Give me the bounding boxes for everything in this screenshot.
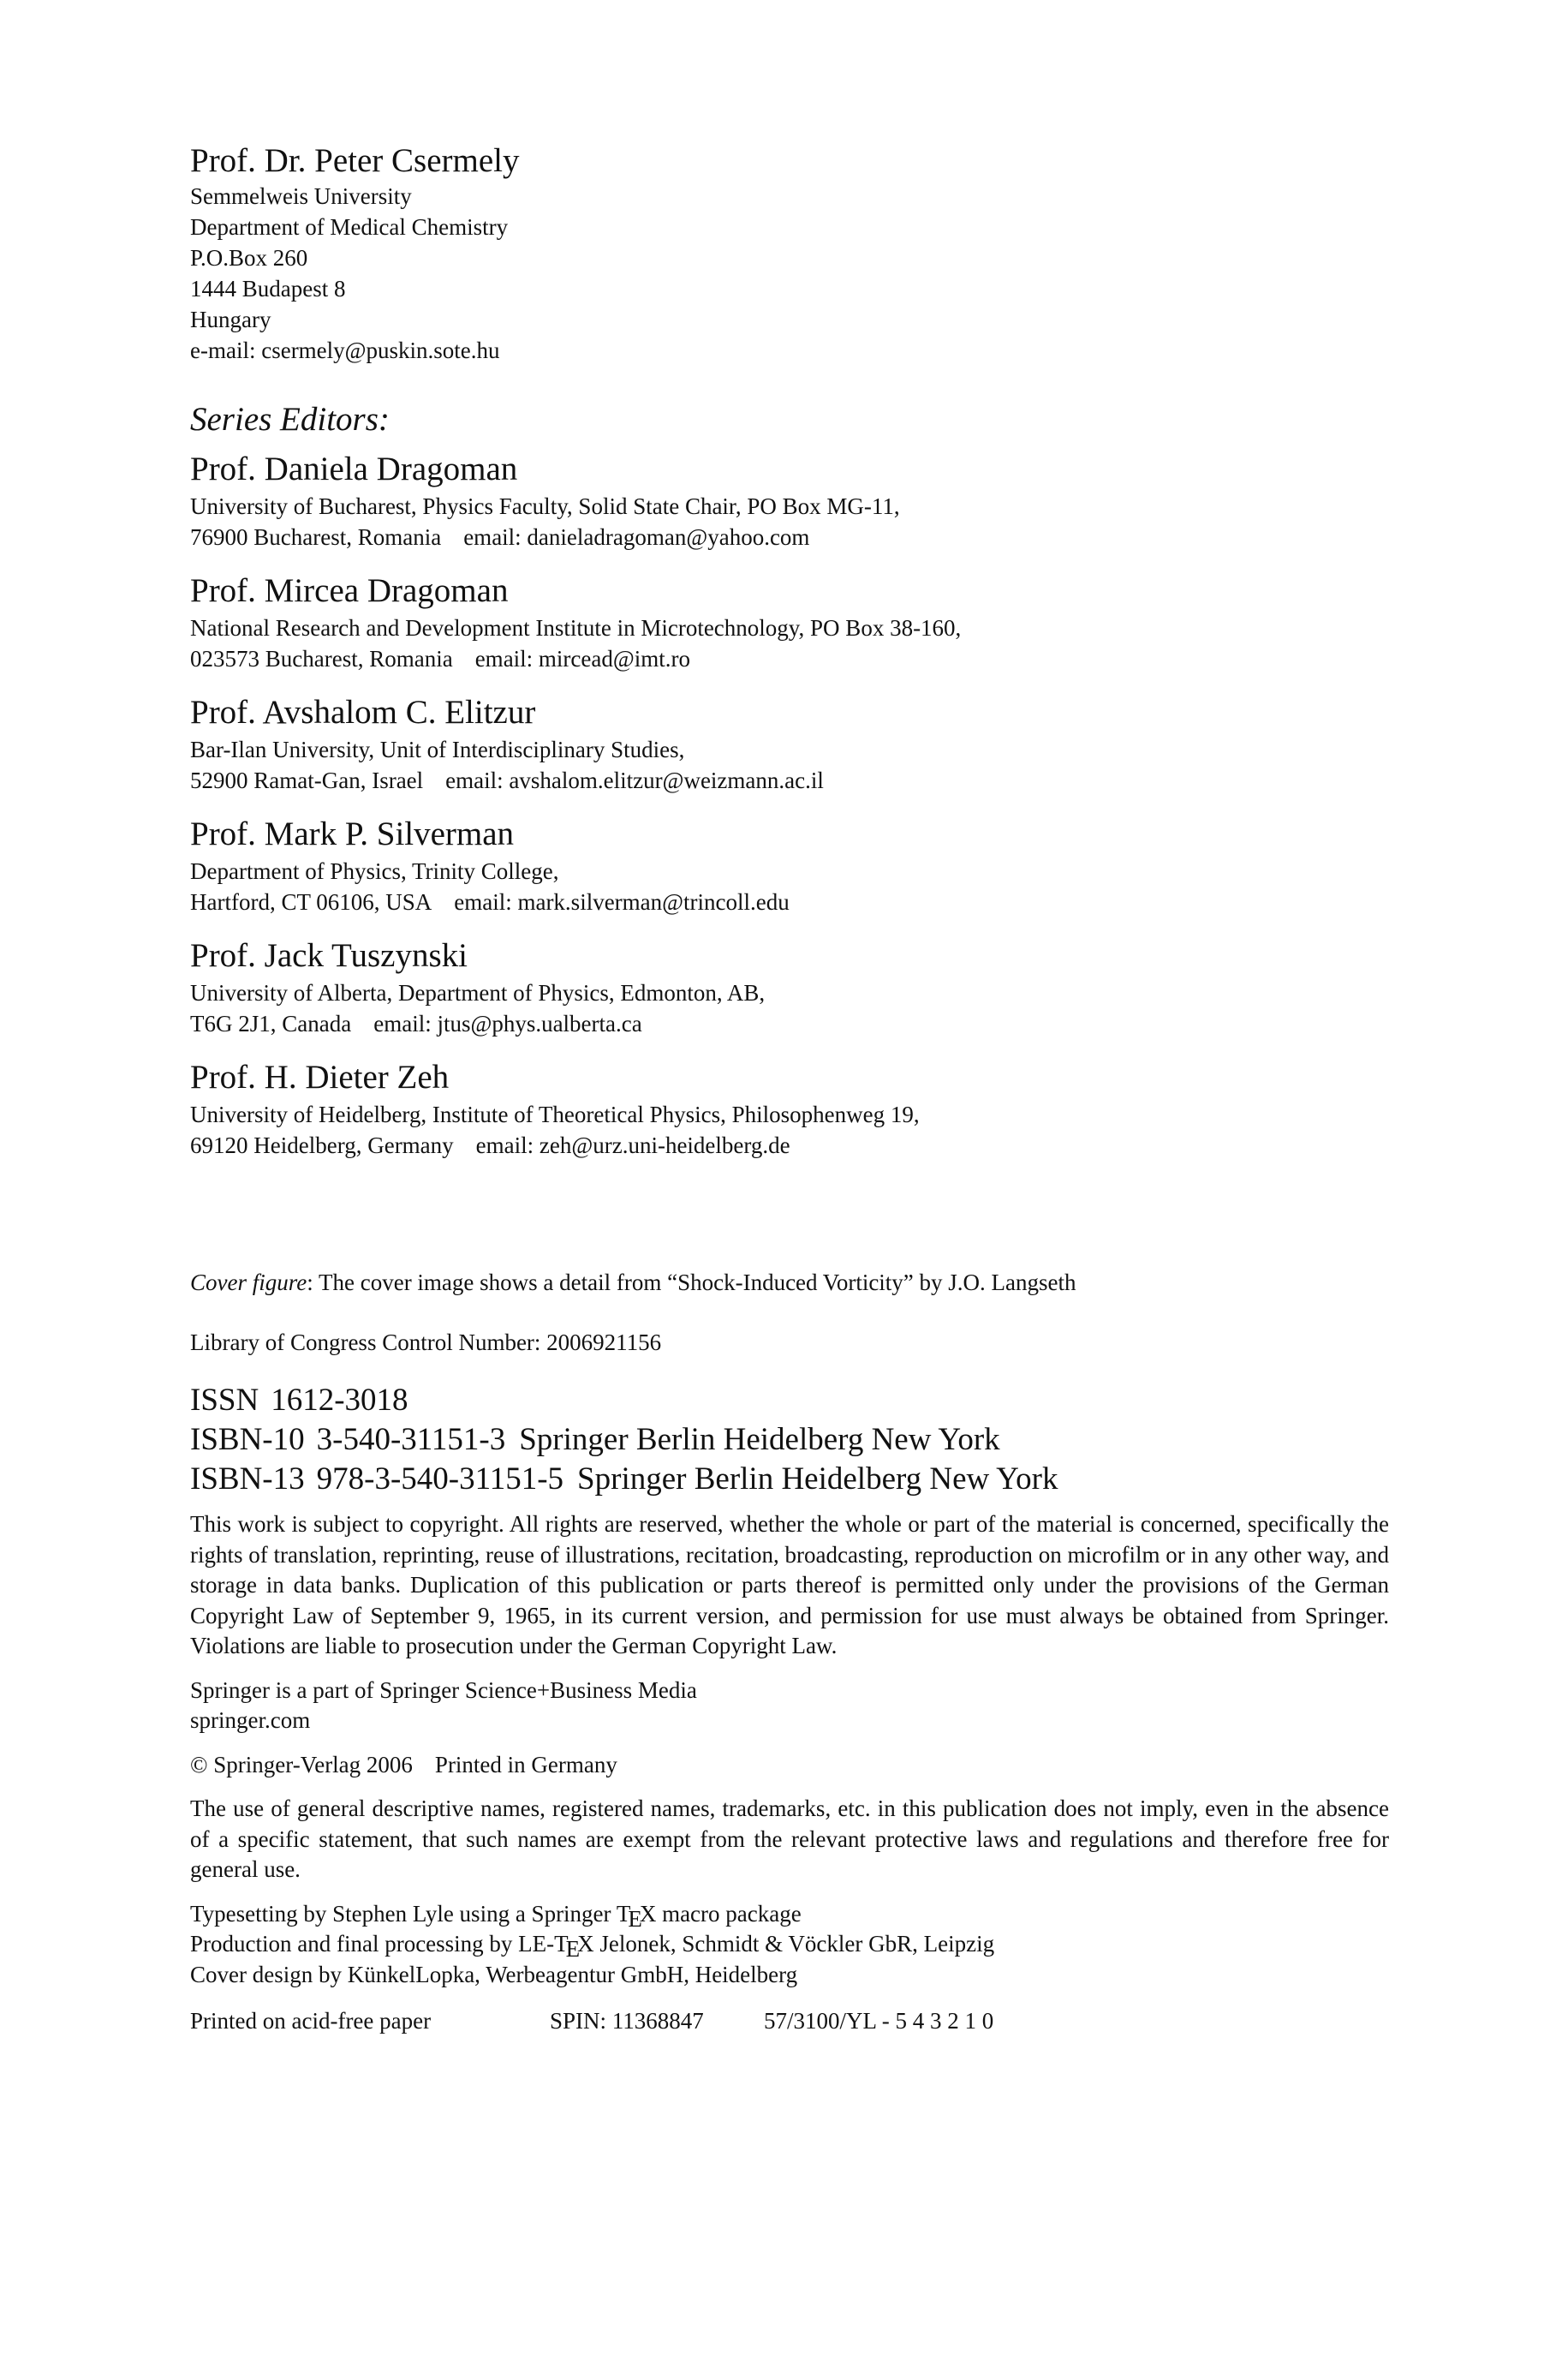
author-line: 1444 Budapest 8	[190, 276, 346, 302]
isbn13-label: ISBN-13	[190, 1461, 305, 1497]
editor-entry	[190, 570, 1389, 674]
editor-affiliation: Department of Physics, Trinity College,	[190, 858, 559, 884]
author-line: Department of Medical Chemistry	[190, 214, 509, 240]
editor-place: 52900 Ramat-Gan, Israel	[190, 768, 424, 793]
tex-logo-t: T	[616, 1900, 631, 1927]
tex-logo-e: E	[565, 1936, 581, 1962]
typesetting-text: Typesetting by Stephen Lyle using a Springer	[190, 1900, 611, 1927]
isbn10-number: 3-540-31151-3	[316, 1422, 506, 1457]
cover-figure-note	[190, 1267, 1389, 1298]
isbn10-line	[190, 1420, 1389, 1460]
author-line: P.O.Box 260	[190, 245, 308, 271]
editor-entry	[190, 1056, 1389, 1161]
springer-block	[190, 1676, 1389, 1736]
production-block	[190, 1899, 1389, 1991]
author-name: Prof. Dr. Peter Csermely	[190, 142, 520, 179]
copyright-year: © Springer-Verlag 2006	[190, 1751, 413, 1778]
isbn13-line	[190, 1460, 1389, 1499]
production-line	[190, 1929, 1389, 1960]
editor-entry	[190, 813, 1389, 917]
editor-email: email: jtus@phys.ualberta.ca	[373, 1011, 642, 1037]
springer-line: Springer is a part of Springer Science+Business Media	[190, 1676, 697, 1703]
publisher-cities: Springer Berlin Heidelberg New York	[519, 1422, 1000, 1457]
editor-name: Prof. Jack Tuszynski	[190, 937, 468, 974]
spin-number: SPIN: 11368847	[550, 2008, 704, 2034]
editor-name: Prof. Avshalom C. Elitzur	[190, 694, 536, 731]
production-text: Production and final processing by LE-	[190, 1931, 555, 1957]
editor-affiliation: University of Alberta, Department of Physics, Edmonton, AB,	[190, 980, 766, 1006]
isbn10-label: ISBN-10	[190, 1422, 305, 1457]
editor-name: Prof. Mark P. Silverman	[190, 816, 515, 852]
editor-email: email: zeh@urz.uni-heidelberg.de	[475, 1132, 790, 1158]
editor-email: email: avshalom.elitzur@weizmann.ac.il	[445, 768, 824, 793]
isbn13-number: 978-3-540-31151-5	[316, 1461, 564, 1497]
editor-affiliation: University of Bucharest, Physics Faculty, Solid State Chair, PO Box MG-11,	[190, 493, 900, 519]
issn-line	[190, 1381, 1389, 1420]
typesetting-suffix: macro package	[662, 1900, 802, 1927]
editor-entry	[190, 448, 1389, 553]
editor-email: email: mark.silverman@trincoll.edu	[454, 889, 790, 915]
author-line: Hungary	[190, 307, 271, 332]
editor-name: Prof. Mircea Dragoman	[190, 572, 509, 609]
author-line: Semmelweis University	[190, 183, 412, 209]
author-block	[190, 141, 1389, 366]
copyright-page	[190, 141, 1389, 2036]
editor-place: 023573 Bucharest, Romania	[190, 646, 453, 672]
cover-figure-label: Cover figure	[190, 1270, 307, 1295]
lccn: Library of Congress Control Number: 2006921156	[190, 1329, 662, 1355]
paper-note: Printed on acid-free paper	[190, 2008, 432, 2034]
editor-place: Hartford, CT 06106, USA	[190, 889, 432, 915]
editor-affiliation: Bar-Ilan University, Unit of Interdisciplinary Studies,	[190, 737, 685, 762]
copyright-line	[190, 1750, 1389, 1781]
typesetting-line	[190, 1899, 1389, 1930]
editor-affiliation: National Research and Development Institute in Microtechnology, PO Box 38-160,	[190, 615, 962, 641]
print-info-row	[190, 2005, 1389, 2036]
author-address	[190, 181, 1389, 366]
tex-logo-x: X	[577, 1931, 594, 1957]
editor-place: T6G 2J1, Canada	[190, 1011, 352, 1037]
editor-email: email: danieladragoman@yahoo.com	[463, 524, 810, 550]
issn-number: 1612-3018	[271, 1383, 408, 1418]
tex-logo-t: T	[554, 1931, 569, 1957]
identifiers	[190, 1381, 1389, 1499]
editor-name: Prof. Daniela Dragoman	[190, 451, 518, 487]
editor-place: 76900 Bucharest, Romania	[190, 524, 442, 550]
tex-logo-x: X	[639, 1900, 657, 1927]
tex-logo	[616, 1900, 657, 1932]
cover-figure-text: : The cover image shows a detail from “Shock-Induced Vorticity” by J.O. Langseth	[307, 1270, 1076, 1295]
series-editors-heading: Series Editors:	[190, 401, 390, 438]
editor-email: email: mircead@imt.ro	[474, 646, 690, 672]
editor-affiliation: University of Heidelberg, Institute of Theoretical Physics, Philosophenweg 19,	[190, 1102, 920, 1127]
publisher-cities: Springer Berlin Heidelberg New York	[577, 1461, 1058, 1497]
springer-website: springer.com	[190, 1707, 311, 1733]
editor-entry	[190, 691, 1389, 796]
tex-logo-e: E	[628, 1905, 642, 1932]
printed-in: Printed in Germany	[434, 1751, 617, 1778]
editor-place: 69120 Heidelberg, Germany	[190, 1132, 454, 1158]
editor-list	[190, 448, 1389, 1161]
print-code: 57/3100/YL - 5 4 3 2 1 0	[764, 2008, 994, 2034]
cover-design-line: Cover design by KünkelLopka, Werbeagentur GmbH, Heidelberg	[190, 1961, 798, 1987]
copyright-notice: This work is subject to copyright. All rights are reserved, whether the whole or part of the material is concerned, specifically the rights of translation, reprinting, reuse of illustrations, recitation, broadcasting, reproduction on microfilm or in any other way, and storage in data banks. Duplication of this publication or parts thereof is permitted only under the provisions of the German Copyright Law of September 9, 1965, in its current version, and permission for use must always be obtained from Springer. Violations are liable to prosecution under the German Copyright Law.	[190, 1511, 1389, 1658]
tex-logo	[554, 1931, 594, 1962]
issn-label: ISSN	[190, 1383, 259, 1418]
trademark-notice: The use of general descriptive names, registered names, trademarks, etc. in this publication does not imply, even in the absence of a specific statement, that such names are exempt from the relevant protective laws and regulations and therefore free for general use.	[190, 1795, 1389, 1882]
author-email: e-mail: csermely@puskin.sote.hu	[190, 338, 500, 363]
production-suffix: Jelonek, Schmidt & Vöckler GbR, Leipzig	[599, 1931, 995, 1957]
editor-entry	[190, 935, 1389, 1039]
editor-name: Prof. H. Dieter Zeh	[190, 1059, 450, 1096]
